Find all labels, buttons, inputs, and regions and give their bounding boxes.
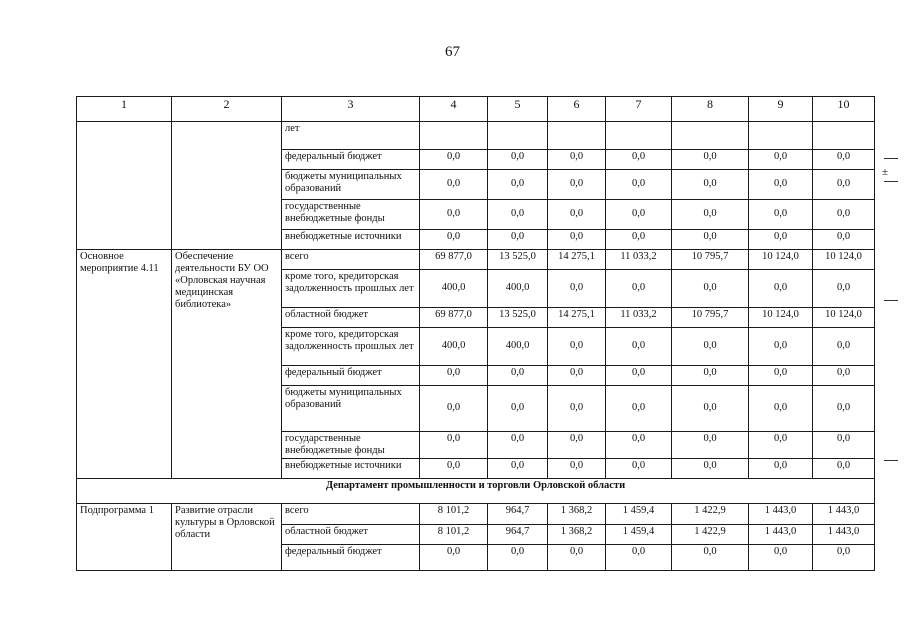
value-cell: 0,0 bbox=[548, 270, 606, 308]
value-cell: 0,0 bbox=[420, 386, 488, 432]
empty-cell bbox=[172, 122, 282, 250]
value-cell: 0,0 bbox=[749, 328, 813, 366]
value-cell: 14 275,1 bbox=[548, 308, 606, 328]
value-cell: 0,0 bbox=[488, 545, 548, 571]
value-cell: 0,0 bbox=[672, 170, 749, 200]
value-cell: 0,0 bbox=[488, 432, 548, 459]
value-cell: 0,0 bbox=[672, 366, 749, 386]
value-cell: 0,0 bbox=[813, 150, 875, 170]
value-cell: 0,0 bbox=[488, 366, 548, 386]
value-cell: 10 124,0 bbox=[813, 308, 875, 328]
value-cell: 1 443,0 bbox=[749, 504, 813, 525]
row-label: всего bbox=[282, 250, 420, 270]
value-cell: 0,0 bbox=[813, 386, 875, 432]
value-cell bbox=[548, 122, 606, 150]
value-cell: 0,0 bbox=[813, 328, 875, 366]
row-label: кроме того, кредиторская задолженность прошлых лет bbox=[282, 270, 420, 308]
value-cell: 0,0 bbox=[548, 432, 606, 459]
value-cell: 400,0 bbox=[420, 328, 488, 366]
table-row bbox=[77, 504, 875, 525]
column-header: 5 bbox=[488, 97, 548, 122]
column-header: 8 bbox=[672, 97, 749, 122]
value-cell: 0,0 bbox=[749, 432, 813, 459]
value-cell: 1 459,4 bbox=[606, 525, 672, 545]
margin-tick bbox=[884, 300, 898, 301]
value-cell: 1 422,9 bbox=[672, 504, 749, 525]
value-cell: 11 033,2 bbox=[606, 250, 672, 270]
value-cell: 0,0 bbox=[488, 459, 548, 479]
value-cell: 0,0 bbox=[672, 459, 749, 479]
value-cell: 400,0 bbox=[488, 270, 548, 308]
value-cell: 1 459,4 bbox=[606, 504, 672, 525]
value-cell: 0,0 bbox=[488, 200, 548, 230]
activity-name: Основное мероприятие 4.11 bbox=[77, 250, 172, 479]
margin-glyph: ± bbox=[882, 166, 889, 178]
value-cell: 0,0 bbox=[606, 328, 672, 366]
value-cell: 0,0 bbox=[420, 432, 488, 459]
value-cell: 10 795,7 bbox=[672, 250, 749, 270]
row-label: бюджеты муниципальных образований bbox=[282, 170, 420, 200]
column-header: 9 bbox=[749, 97, 813, 122]
row-label: государственные внебюджетные фонды bbox=[282, 432, 420, 459]
value-cell: 0,0 bbox=[672, 328, 749, 366]
value-cell: 14 275,1 bbox=[548, 250, 606, 270]
row-label: государственные внебюджетные фонды bbox=[282, 200, 420, 230]
value-cell bbox=[488, 122, 548, 150]
value-cell: 0,0 bbox=[488, 230, 548, 250]
value-cell bbox=[813, 122, 875, 150]
value-cell: 0,0 bbox=[672, 386, 749, 432]
subprogram-name: Подпрограмма 1 bbox=[77, 504, 172, 571]
value-cell: 0,0 bbox=[548, 230, 606, 250]
value-cell: 69 877,0 bbox=[420, 308, 488, 328]
value-cell: 0,0 bbox=[749, 270, 813, 308]
value-cell: 1 368,2 bbox=[548, 504, 606, 525]
table-row bbox=[77, 122, 875, 150]
value-cell: 0,0 bbox=[420, 170, 488, 200]
value-cell: 11 033,2 bbox=[606, 308, 672, 328]
row-label: внебюджетные источники bbox=[282, 230, 420, 250]
value-cell: 0,0 bbox=[672, 230, 749, 250]
value-cell: 10 124,0 bbox=[813, 250, 875, 270]
value-cell: 8 101,2 bbox=[420, 504, 488, 525]
row-label: областной бюджет bbox=[282, 308, 420, 328]
value-cell: 0,0 bbox=[813, 459, 875, 479]
section-title: Департамент промышленности и торговли Орловской области bbox=[77, 479, 875, 504]
value-cell: 0,0 bbox=[606, 270, 672, 308]
value-cell: 0,0 bbox=[813, 200, 875, 230]
value-cell: 0,0 bbox=[749, 150, 813, 170]
value-cell: 0,0 bbox=[813, 270, 875, 308]
value-cell: 0,0 bbox=[813, 432, 875, 459]
value-cell: 0,0 bbox=[488, 150, 548, 170]
value-cell: 0,0 bbox=[813, 230, 875, 250]
value-cell: 0,0 bbox=[488, 170, 548, 200]
value-cell: 10 124,0 bbox=[749, 250, 813, 270]
value-cell: 0,0 bbox=[606, 200, 672, 230]
row-label: федеральный бюджет bbox=[282, 366, 420, 386]
value-cell: 0,0 bbox=[606, 230, 672, 250]
value-cell: 0,0 bbox=[749, 170, 813, 200]
margin-tick bbox=[884, 158, 898, 159]
value-cell bbox=[420, 122, 488, 150]
value-cell: 0,0 bbox=[420, 150, 488, 170]
value-cell: 0,0 bbox=[749, 386, 813, 432]
value-cell: 1 422,9 bbox=[672, 525, 749, 545]
value-cell: 8 101,2 bbox=[420, 525, 488, 545]
value-cell: 0,0 bbox=[488, 386, 548, 432]
value-cell: 0,0 bbox=[672, 432, 749, 459]
value-cell: 0,0 bbox=[548, 200, 606, 230]
section-row bbox=[77, 479, 875, 504]
row-label: внебюджетные источники bbox=[282, 459, 420, 479]
value-cell: 1 443,0 bbox=[813, 525, 875, 545]
table-row bbox=[77, 250, 875, 270]
value-cell bbox=[606, 122, 672, 150]
value-cell: 0,0 bbox=[420, 366, 488, 386]
value-cell: 0,0 bbox=[420, 200, 488, 230]
value-cell: 0,0 bbox=[420, 230, 488, 250]
value-cell: 0,0 bbox=[749, 230, 813, 250]
value-cell: 0,0 bbox=[672, 200, 749, 230]
activity-description: Обеспечение деятельности БУ ОО «Орловская научная медицинская библиотека» bbox=[172, 250, 282, 479]
row-label: кроме того, кредиторская задолженность прошлых лет bbox=[282, 328, 420, 366]
value-cell: 0,0 bbox=[749, 545, 813, 571]
value-cell: 1 368,2 bbox=[548, 525, 606, 545]
value-cell: 0,0 bbox=[672, 270, 749, 308]
column-header: 10 bbox=[813, 97, 875, 122]
value-cell: 0,0 bbox=[548, 366, 606, 386]
column-header: 3 bbox=[282, 97, 420, 122]
margin-tick bbox=[884, 460, 898, 461]
row-label: областной бюджет bbox=[282, 525, 420, 545]
value-cell: 0,0 bbox=[672, 545, 749, 571]
value-cell: 0,0 bbox=[606, 459, 672, 479]
value-cell: 0,0 bbox=[606, 170, 672, 200]
row-label: всего bbox=[282, 504, 420, 525]
value-cell: 0,0 bbox=[813, 545, 875, 571]
value-cell: 0,0 bbox=[672, 150, 749, 170]
value-cell: 0,0 bbox=[606, 432, 672, 459]
page-number: 67 bbox=[445, 44, 460, 60]
value-cell: 13 525,0 bbox=[488, 308, 548, 328]
row-label: федеральный бюджет bbox=[282, 545, 420, 571]
value-cell: 1 443,0 bbox=[813, 504, 875, 525]
subprogram-description: Развитие отрасли культуры в Орловской области bbox=[172, 504, 282, 571]
value-cell: 0,0 bbox=[548, 459, 606, 479]
row-label: бюджеты муниципальных образований bbox=[282, 386, 420, 432]
value-cell: 0,0 bbox=[420, 459, 488, 479]
value-cell: 0,0 bbox=[548, 170, 606, 200]
column-header: 2 bbox=[172, 97, 282, 122]
value-cell: 0,0 bbox=[606, 366, 672, 386]
value-cell: 10 124,0 bbox=[749, 308, 813, 328]
column-header: 6 bbox=[548, 97, 606, 122]
value-cell: 0,0 bbox=[813, 170, 875, 200]
column-header: 4 bbox=[420, 97, 488, 122]
value-cell: 0,0 bbox=[813, 366, 875, 386]
value-cell: 10 795,7 bbox=[672, 308, 749, 328]
value-cell: 0,0 bbox=[749, 459, 813, 479]
margin-tick bbox=[884, 181, 898, 182]
budget-table bbox=[76, 96, 875, 571]
row-label: лет bbox=[282, 122, 420, 150]
value-cell: 0,0 bbox=[548, 545, 606, 571]
value-cell: 0,0 bbox=[606, 545, 672, 571]
value-cell: 964,7 bbox=[488, 525, 548, 545]
value-cell: 0,0 bbox=[749, 366, 813, 386]
value-cell: 0,0 bbox=[548, 386, 606, 432]
empty-cell bbox=[77, 122, 172, 250]
value-cell: 0,0 bbox=[749, 200, 813, 230]
value-cell: 0,0 bbox=[606, 150, 672, 170]
value-cell: 400,0 bbox=[488, 328, 548, 366]
value-cell: 69 877,0 bbox=[420, 250, 488, 270]
value-cell: 13 525,0 bbox=[488, 250, 548, 270]
column-header: 7 bbox=[606, 97, 672, 122]
value-cell bbox=[749, 122, 813, 150]
row-label: федеральный бюджет bbox=[282, 150, 420, 170]
value-cell: 0,0 bbox=[548, 328, 606, 366]
value-cell: 0,0 bbox=[548, 150, 606, 170]
value-cell bbox=[672, 122, 749, 150]
value-cell: 0,0 bbox=[420, 545, 488, 571]
column-header: 1 bbox=[77, 97, 172, 122]
header-row bbox=[77, 97, 875, 122]
value-cell: 400,0 bbox=[420, 270, 488, 308]
value-cell: 964,7 bbox=[488, 504, 548, 525]
value-cell: 1 443,0 bbox=[749, 525, 813, 545]
value-cell: 0,0 bbox=[606, 386, 672, 432]
